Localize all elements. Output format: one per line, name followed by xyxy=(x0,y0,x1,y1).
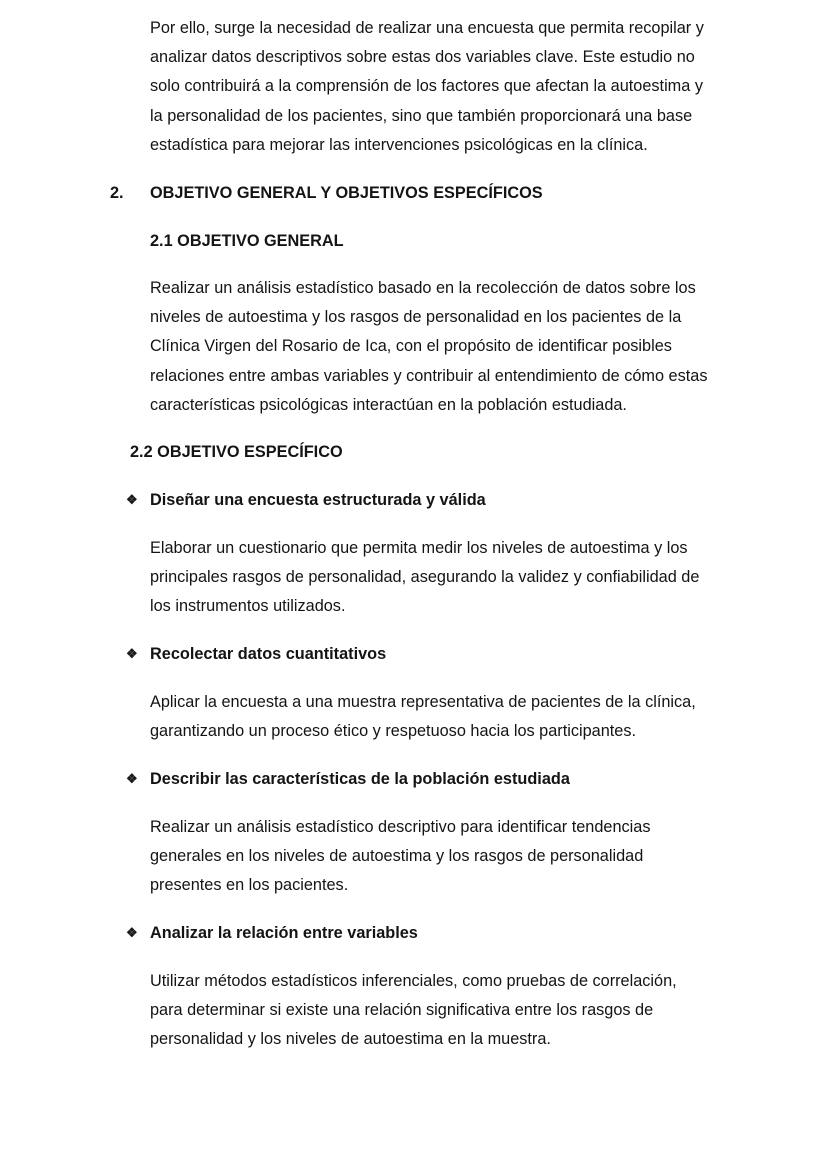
objective-title: Analizar la relación entre variables xyxy=(150,924,418,942)
section-number: 2. xyxy=(110,184,124,202)
diamond-bullet-icon: ❖ xyxy=(126,646,138,661)
diamond-bullet-icon: ❖ xyxy=(126,925,138,940)
text-line: Realizar un análisis estadístico descriptivo para identificar tendencias xyxy=(150,818,651,836)
objective-description xyxy=(150,813,750,901)
text-line: relaciones entre ambas variables y contribuir al entendimiento de cómo estas xyxy=(150,366,708,385)
specific-objective-item xyxy=(126,923,418,943)
text-line: para determinar si existe una relación significativa entre los rasgos de xyxy=(150,1001,654,1020)
text-line: generales en los niveles de autoestima y los rasgos de personalidad xyxy=(150,847,644,866)
text-line: niveles de autoestima y los rasgos de personalidad en los pacientes de la xyxy=(150,308,682,327)
text-line: garantizando un proceso ético y respetuoso hacia los participantes. xyxy=(150,722,637,741)
specific-objective-item xyxy=(126,490,486,510)
text-line: Realizar un análisis estadístico basado en la recolección de datos sobre los xyxy=(150,279,696,297)
objective-description xyxy=(150,967,750,1055)
specific-objective-item xyxy=(126,769,570,789)
diamond-bullet-icon: ❖ xyxy=(126,771,138,786)
text-line: características psicológicas interactúan en la población estudiada. xyxy=(150,395,627,414)
objective-title: Describir las características de la población estudiada xyxy=(150,770,570,788)
text-line: Aplicar la encuesta a una muestra representativa de pacientes de la clínica, xyxy=(150,693,696,711)
intro-paragraph xyxy=(150,14,750,160)
text-line: la personalidad de los pacientes, sino que también proporcionará una base xyxy=(150,106,693,125)
text-line: estadística para mejorar las intervenciones psicológicas en la clínica. xyxy=(150,135,648,154)
general-objective-paragraph xyxy=(150,274,750,420)
text-line: personalidad y los niveles de autoestima en la muestra. xyxy=(150,1030,551,1049)
text-line: analizar datos descriptivos sobre estas dos variables clave. Este estudio no xyxy=(150,48,695,67)
text-line: solo contribuirá a la comprensión de los factores que afectan la autoestima y xyxy=(150,77,703,96)
objective-title: Diseñar una encuesta estructurada y válida xyxy=(150,491,486,509)
diamond-bullet-icon: ❖ xyxy=(126,492,138,507)
objective-title: Recolectar datos cuantitativos xyxy=(150,645,387,663)
text-line: Por ello, surge la necesidad de realizar una encuesta que permita recopilar y xyxy=(150,19,704,37)
objective-description xyxy=(150,534,750,622)
text-line: Utilizar métodos estadísticos inferenciales, como pruebas de correlación, xyxy=(150,972,677,990)
subsection-general-heading: 2.1 OBJETIVO GENERAL xyxy=(150,232,344,250)
text-line: Clínica Virgen del Rosario de Ica, con el propósito de identificar posibles xyxy=(150,337,672,356)
subsection-specific-heading: 2.2 OBJETIVO ESPECÍFICO xyxy=(130,443,343,461)
text-line: Elaborar un cuestionario que permita medir los niveles de autoestima y los xyxy=(150,539,688,557)
objective-description xyxy=(150,688,750,746)
text-line: los instrumentos utilizados. xyxy=(150,597,346,616)
section-title: OBJETIVO GENERAL Y OBJETIVOS ESPECÍFICOS xyxy=(150,184,543,202)
text-line: presentes en los pacientes. xyxy=(150,876,349,895)
specific-objective-item xyxy=(126,644,386,664)
text-line: principales rasgos de personalidad, asegurando la validez y confiabilidad de xyxy=(150,568,700,587)
